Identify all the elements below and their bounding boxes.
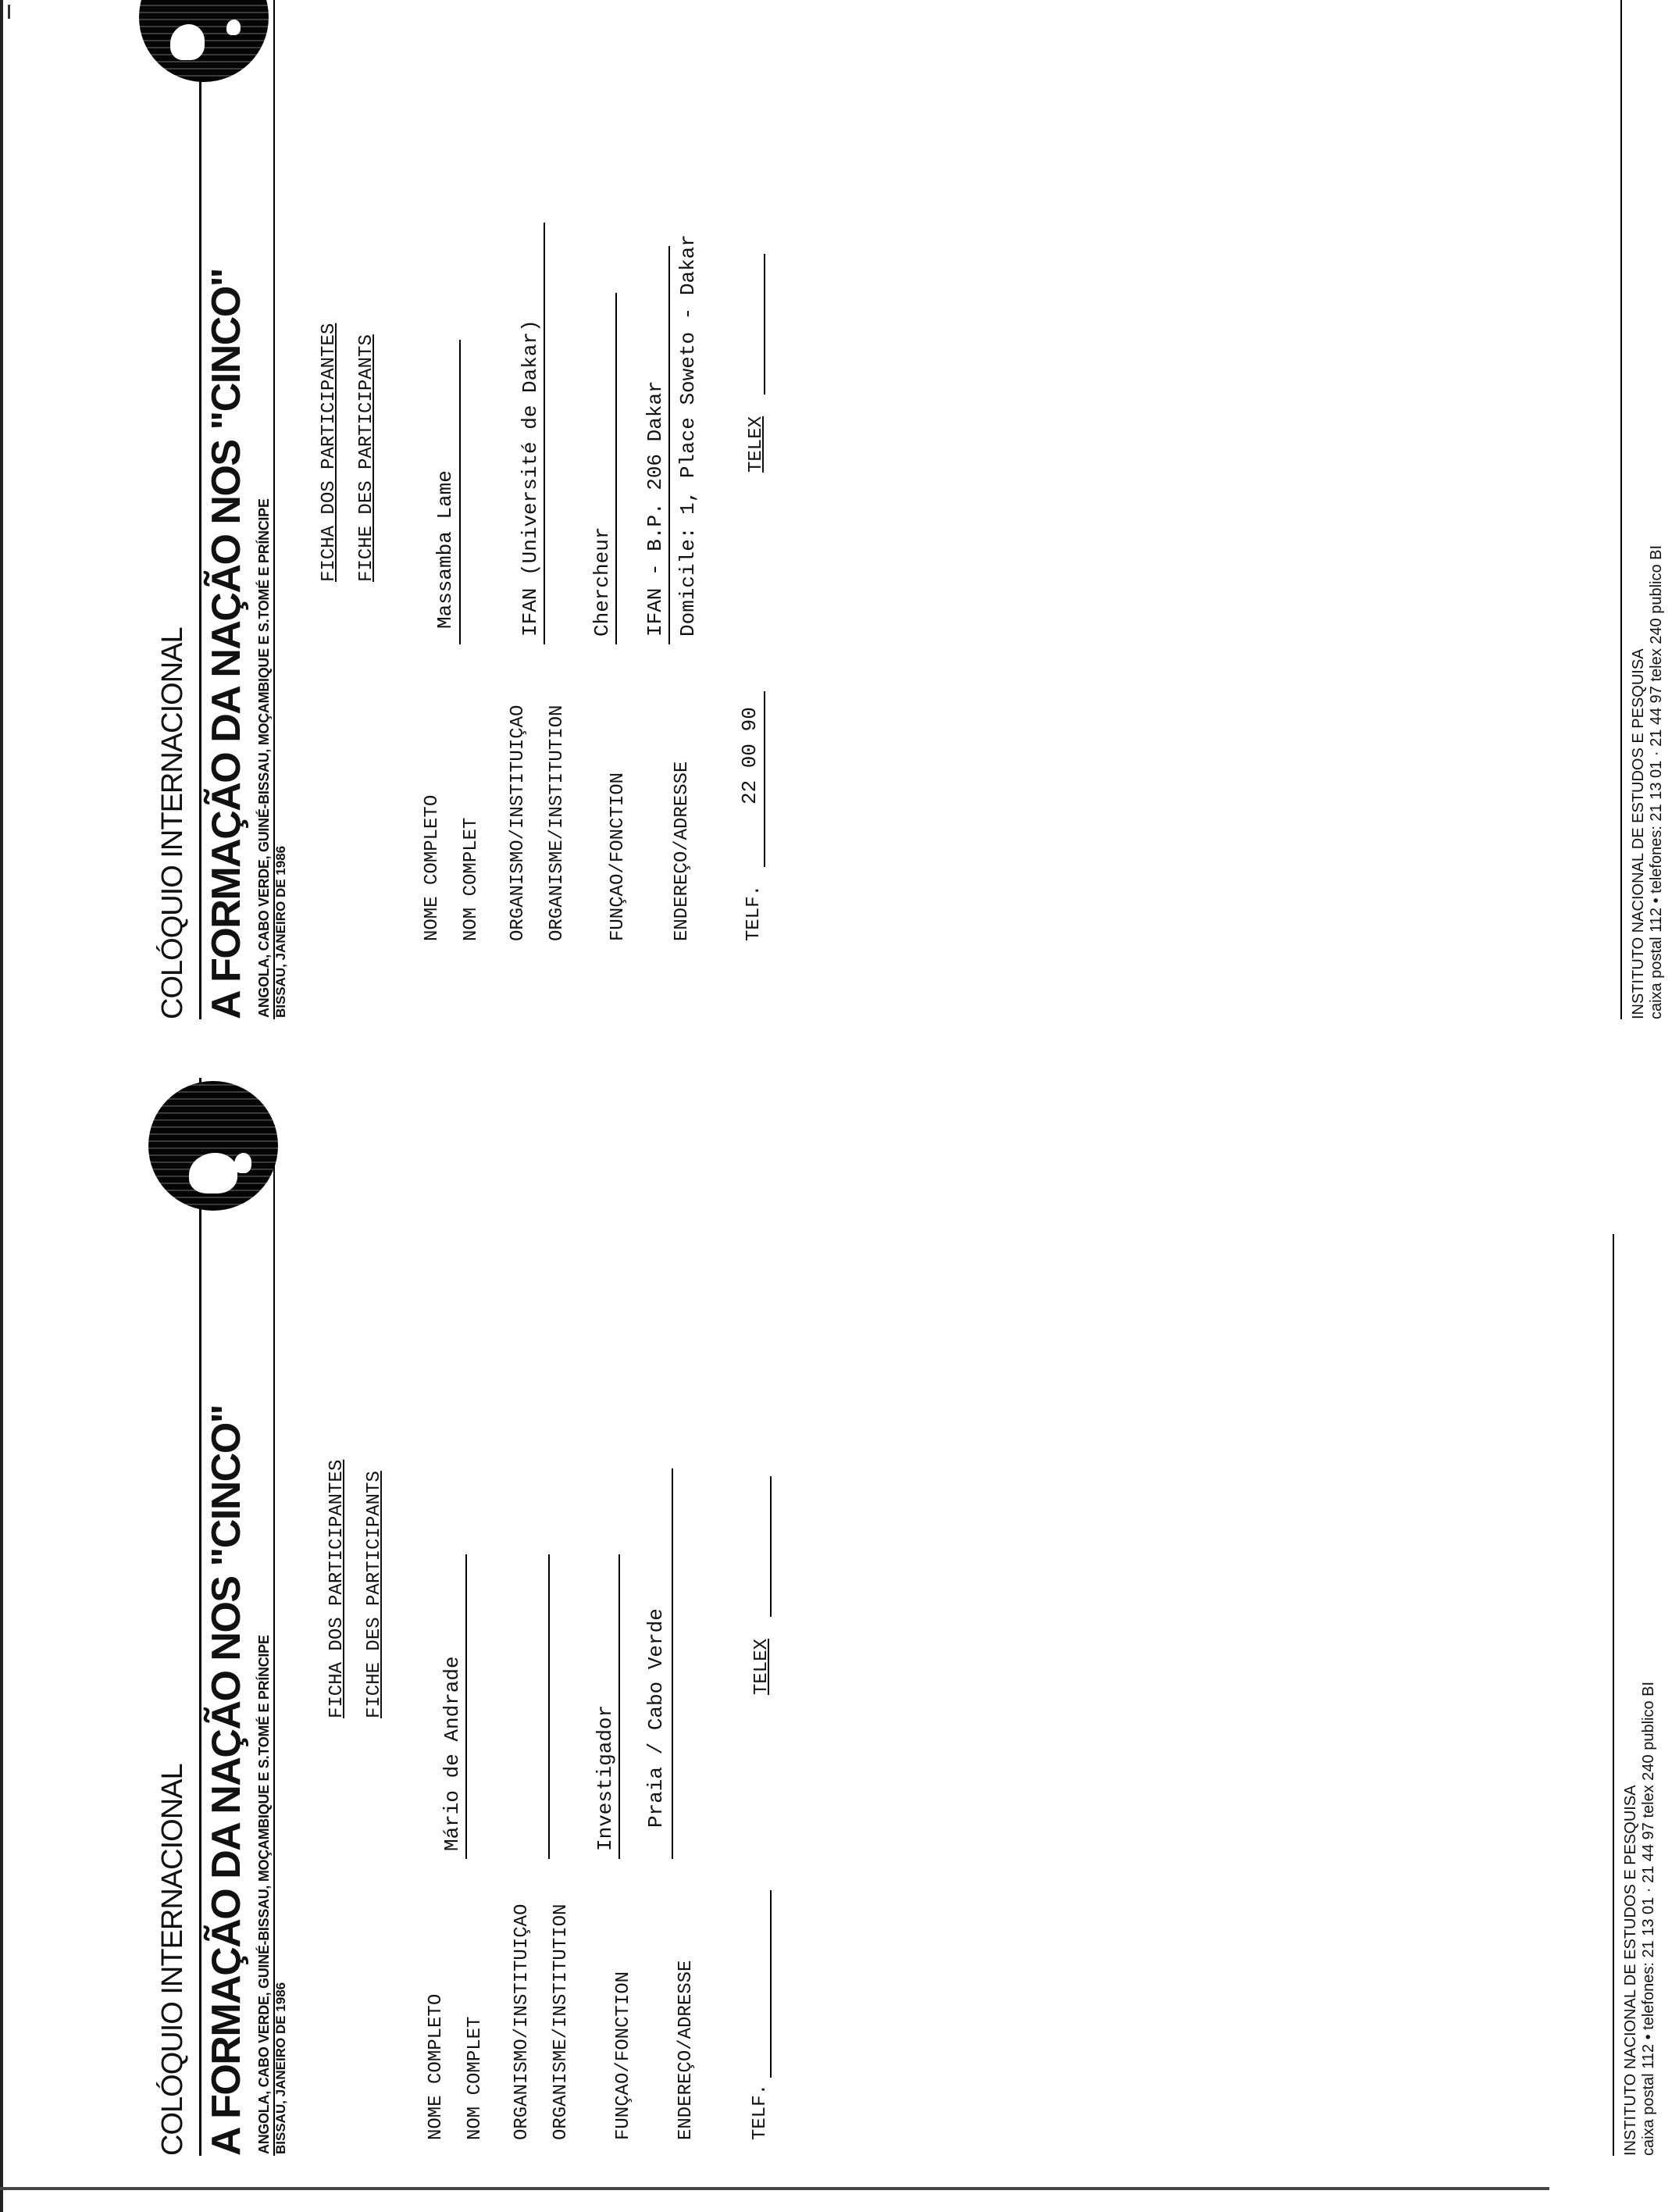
field-function[interactable]: Chercheur [590, 526, 614, 637]
label-phone: TELF. [743, 884, 765, 941]
field-organization[interactable]: IFAN (Université de Dakar) [519, 319, 542, 637]
field-address[interactable]: Praia / Cabo Verde [644, 1608, 668, 1828]
field-telex-line [770, 1476, 772, 1617]
label-name-fr: NOM COMPLET [465, 2016, 486, 2140]
footer-institution: INSTITUTO NACIONAL DE ESTUDOS E PESQUISA [1630, 648, 1647, 1019]
field-address-line [668, 246, 670, 644]
colloquium-label: COLÓQUIO INTERNACIONAL [156, 627, 189, 1019]
field-name-line [459, 340, 461, 644]
label-phone: TELF. [750, 2083, 771, 2140]
scan-edge-left [0, 0, 3, 2212]
label-org-fr: ORGANISME/INSTITUTION [547, 705, 568, 941]
field-name[interactable]: Mário de Andrade [440, 1656, 464, 1851]
label-name-pt: NOME COMPLETO [422, 794, 443, 941]
footer-rule [1613, 1234, 1614, 2156]
label-org-pt: ORGANISMO/INSTITUIÇAO [508, 705, 529, 941]
label-address: ENDEREÇO/ADRESSE [672, 761, 693, 941]
label-org-pt: ORGANISMO/INSTITUIÇAO [512, 1903, 533, 2140]
header-rule-top [199, 0, 201, 1019]
field-phone-line [764, 691, 765, 867]
label-name-fr: NOM COMPLET [461, 817, 482, 941]
footer-contacts: caixa postal 112 • telefones: 21 13 01 · 21 44 97 telex 240 publico BI [1640, 1681, 1657, 2156]
colloquium-title: A FORMAÇÃO DA NAÇÃO NOS "CINCO" [204, 269, 249, 1019]
participant-form-1 [156, 1078, 1679, 2156]
countries-line: ANGOLA, CABO VERDE, GUINÉ-BISSAU, MOÇAMBIQUE E S.TOMÉ E PRÍNCIPE [256, 498, 272, 1018]
header-rule-top [199, 1078, 201, 2156]
field-address-line2[interactable]: Domicile: 1, Place Soweto - Dakar [676, 234, 700, 637]
field-organization-line [544, 223, 545, 644]
label-function: FUNÇAO/FONCTION [608, 772, 629, 941]
label-telex: TELEX [751, 1638, 772, 1695]
label-telex: TELEX [746, 416, 767, 473]
footer-contacts: caixa postal 112 • telefones: 21 13 01 · 21 44 97 telex 240 publico BI [1648, 544, 1665, 1019]
label-name-pt: NOME COMPLETO [426, 1993, 447, 2140]
field-name-line [465, 1554, 467, 1859]
footer-institution: INSTITUTO NACIONAL DE ESTUDOS E PESQUISA [1622, 1785, 1639, 2156]
form-title-pt: FICHA DOS PARTICIPANTES [319, 323, 340, 582]
field-address[interactable]: IFAN - B.P. 206 Dakar [643, 380, 667, 637]
form-title-fr: FICHE DES PARTICIPANTS [356, 334, 377, 582]
colloquium-title: A FORMAÇÃO DA NAÇÃO NOS "CINCO" [204, 1405, 249, 2156]
field-organization-line [548, 1554, 550, 1859]
place-date: BISSAU, JANEIRO DE 1986 [273, 845, 288, 1018]
field-telex-line [764, 254, 765, 394]
participant-form-2 [156, 0, 1679, 1019]
field-name[interactable]: Massamba Lame [433, 470, 457, 629]
form-title-pt: FICHA DOS PARTICIPANTES [326, 1459, 348, 1718]
footer-rule [1620, 0, 1622, 1019]
globe-logo-icon [139, 0, 269, 82]
place-date: BISSAU, JANEIRO DE 1986 [273, 1982, 288, 2154]
field-function-line [615, 293, 617, 644]
label-org-fr: ORGANISME/INSTITUTION [551, 1903, 572, 2140]
label-address: ENDEREÇO/ADRESSE [676, 1960, 697, 2140]
scan-corner-mark [8, 5, 10, 19]
label-function: FUNÇAO/FONCTION [613, 1971, 634, 2140]
field-phone[interactable]: 22 00 90 [738, 707, 761, 805]
field-phone-line [770, 1890, 772, 2078]
field-function[interactable]: Investigador [594, 1704, 617, 1851]
field-address-line [672, 1468, 673, 1859]
globe-logo-icon [148, 1081, 278, 1211]
countries-line: ANGOLA, CABO VERDE, GUINÉ-BISSAU, MOÇAMBIQUE E S.TOMÉ E PRÍNCIPE [256, 1635, 272, 2154]
colloquium-label: COLÓQUIO INTERNACIONAL [156, 1764, 189, 2156]
scan-edge-bottom [0, 2187, 1549, 2190]
field-function-line [618, 1554, 620, 1859]
form-title-fr: FICHE DES PARTICIPANTS [364, 1471, 385, 1718]
